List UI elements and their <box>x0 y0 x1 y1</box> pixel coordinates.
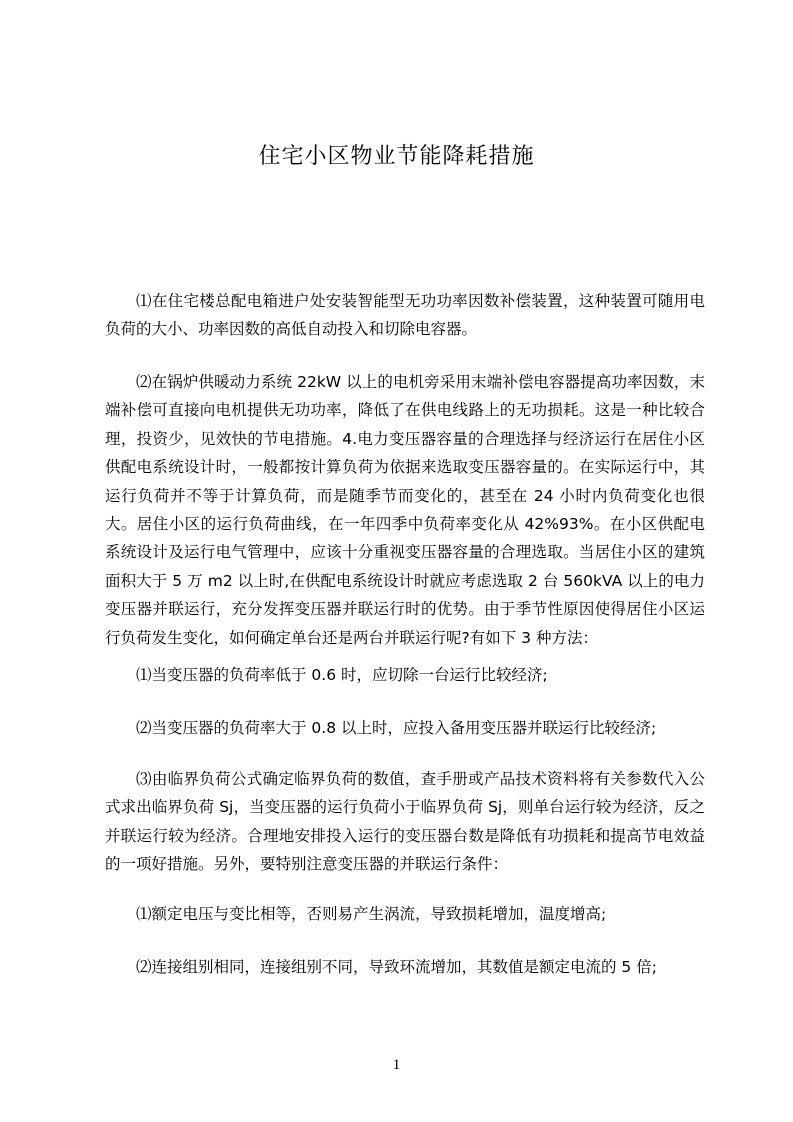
paragraph-3: ⑴当变压器的负荷率低于 0.6 时，应切除一台运行比较经济; <box>136 666 548 684</box>
paragraph-5: ⑶由临界负荷公式确定临界负荷的数值，查手册或产品技术资料将有关参数代入公式求出临界负荷 Sj，当变压器的运行负荷小于临界负荷 Sj，则单台运行较为经济，反之并联运行较为经济。合理地安排投入运行的变压器台数是降低有功损耗和提高节电效益的一项好措施。另外，要特别注意变压器的并联运行条件： <box>105 770 705 874</box>
paragraph-4: ⑵当变压器的负荷率大于 0.8 以上时，应投入备用变压器并联运行比较经济; <box>136 719 657 737</box>
page-number: 1 <box>392 1057 401 1073</box>
page-title: 住宅小区物业节能降耗措施 <box>258 144 535 169</box>
paragraph-7: ⑵连接组别相同，连接组别不同，导致环流增加，其数值是额定电流的 5 倍; <box>136 958 657 976</box>
paragraph-1: ⑴在住宅楼总配电箱进户处安装智能型无功功率因数补偿装置，这种装置可随用电负荷的大小、功率因数的高低自动投入和切除电容器。 <box>105 292 705 339</box>
paragraph-2: ⑵在锅炉供暖动力系统 22kW 以上的电机旁采用末端补偿电容器提高功率因数，末端补偿可直接向电机提供无功功率，降低了在供电线路上的无功损耗。这是一种比较合理，投资少，见效快的节电措施。4.电力变压器容量的合理选择与经济运行在居住小区供配电系统设计时，一般都按计算负荷为依据来选取变压器容量的。在实际运行中，其运行负荷并不等于计算负荷，而是随季节而变化的，甚至在 24 小时内负荷变化也很大。居住小区的运行负荷曲线，在一年四季中负荷率变化从 42%93%。在小区供配电系统设计及运行电气管理中，应该十分重视变压器容量的合理选取。当居住小区的建筑面积大于 5 万 m2 以上时,在供配电系统设计时就应考虑选取 2 台 560kVA 以上的电力变压器并联运行，充分发挥变压器并联运行时的优势。由于季节性原因使得居住小区运行负荷发生变化，如何确定单台还是两台并联运行呢?有如下 3 种方法： <box>105 373 705 647</box>
paragraph-6: ⑴额定电压与变比相等，否则易产生涡流，导致损耗增加，温度增高; <box>136 905 607 923</box>
